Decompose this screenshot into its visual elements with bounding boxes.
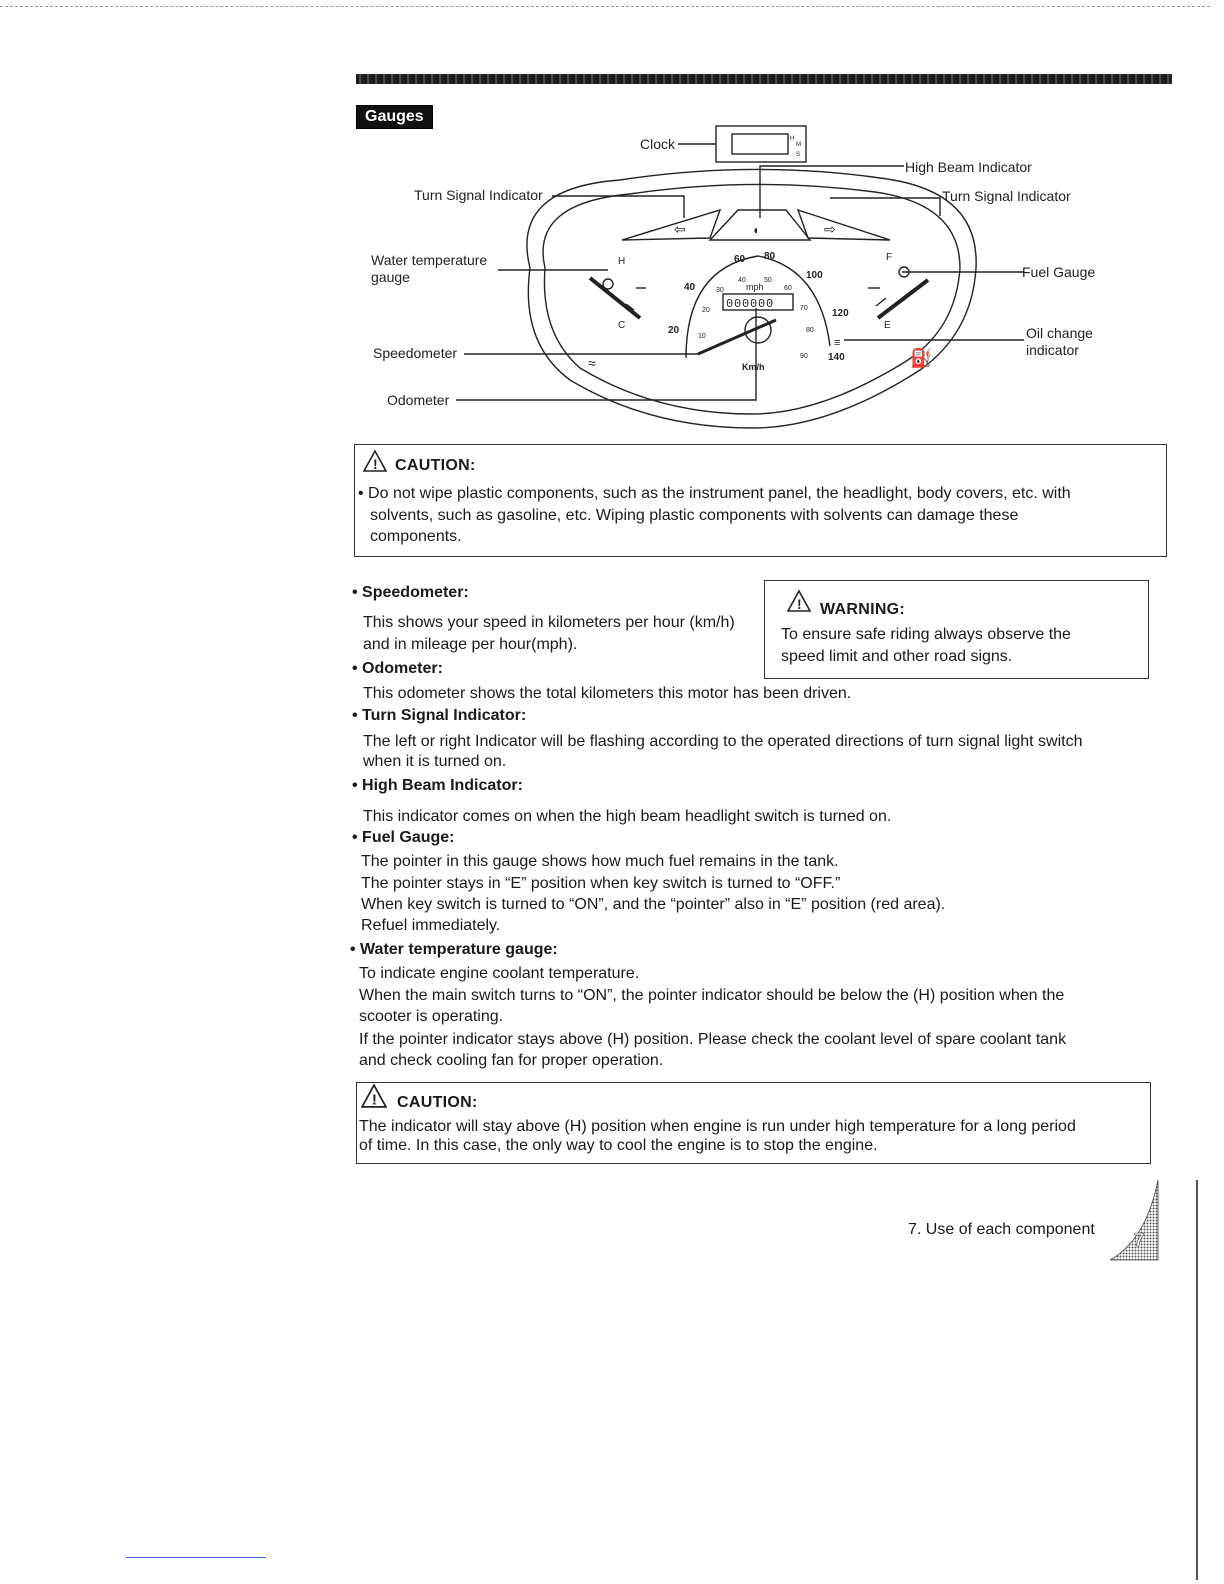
svg-text:!: ! <box>371 1091 377 1109</box>
caution-text-line: of time. In this case, the only way to cool the engine is to stop the engine. <box>359 1137 878 1154</box>
callout-water-line1: Water temperature <box>371 252 488 268</box>
caution-text-line: solvents, such as gasoline, etc. Wiping plastic components with solvents can damage these <box>370 507 1019 524</box>
odometer-text: This odometer shows the total kilometers this motor has been driven. <box>363 685 852 702</box>
page-corner-tab <box>1110 1180 1162 1264</box>
fuel-pump-icon: ⛽ <box>910 348 933 368</box>
turn-right-pod <box>798 210 890 240</box>
mph-tick-label: 60 <box>784 285 792 292</box>
kmh-tick-label: 140 <box>828 352 845 363</box>
callout-fuel: Fuel Gauge <box>1022 264 1096 280</box>
speedometer-text: and in mileage per hour(mph). <box>363 636 578 653</box>
mph-tick-label: 90 <box>800 353 808 360</box>
callout-water-line2: gauge <box>371 269 410 285</box>
kmh-tick-label: 100 <box>806 270 823 281</box>
section-label: Gauges <box>356 105 433 129</box>
caution-box <box>354 444 1167 557</box>
callout-speedometer: Speedometer <box>373 345 458 361</box>
kmh-unit-label: Km/h <box>742 362 765 372</box>
high-beam-heading: • High Beam Indicator: <box>352 777 523 794</box>
speedo-needle <box>698 320 776 354</box>
speedometer-text: This shows your speed in kilometers per hour (km/h) <box>363 614 735 631</box>
mph-tick-label: 10 <box>698 333 706 340</box>
water-temp-text: If the pointer indicator stays above (H) position. Please check the coolant level of spare coolant tank <box>359 1031 1067 1048</box>
caution-text-line: • Do not wipe plastic components, such as the instrument panel, the headlight, body covers, etc. with <box>358 485 1071 502</box>
leader-turn-left <box>552 196 684 218</box>
caution-title: CAUTION: <box>397 1094 478 1111</box>
odometer-heading: • Odometer: <box>352 660 443 677</box>
clock-mark: S <box>796 152 801 158</box>
mph-tick-label: 20 <box>702 307 710 314</box>
warning-title: WARNING: <box>820 601 906 618</box>
mph-tick-label: 40 <box>738 277 746 284</box>
mph-unit-label: mph <box>746 282 764 292</box>
water-temp-text: and check cooling fan for proper operation. <box>359 1052 664 1069</box>
callout-clock: Clock <box>640 136 676 152</box>
fuel-gauge-text: When key switch is turned to “ON”, and the “pointer” also in “E” position (red area). <box>361 896 946 913</box>
turn-signal-heading: • Turn Signal Indicator: <box>352 707 527 724</box>
fuel-gauge-tick <box>876 298 886 306</box>
clock-housing <box>716 126 806 162</box>
svg-text:!: ! <box>797 596 802 612</box>
turn-signal-text: The left or right Indicator will be flashing according to the operated directions of turn signal light switch <box>363 733 1083 750</box>
scan-right-edge <box>1196 1180 1198 1580</box>
kmh-tick-label: 120 <box>832 308 849 319</box>
callout-turn-left: Turn Signal Indicator <box>414 187 543 203</box>
clock-mark: M <box>796 142 801 148</box>
bottom-rule <box>126 1557 266 1558</box>
page-number-badge: 7 <box>1134 1230 1145 1250</box>
callout-oil-line2: indicator <box>1026 342 1079 358</box>
mph-tick-label: 30 <box>716 287 724 294</box>
fuel-empty-mark: E <box>884 320 891 331</box>
water-temp-text: When the main switch turns to “ON”, the pointer indicator should be below the (H) position when the <box>359 987 1065 1004</box>
callout-turn-right: Turn Signal Indicator <box>942 188 1071 204</box>
clock-mark: H <box>790 136 795 142</box>
turn-signal-text: when it is turned on. <box>363 753 507 770</box>
oil-can-icon: ≡ <box>834 337 841 349</box>
callout-oil-line1: Oil change <box>1026 325 1093 341</box>
svg-text:!: ! <box>373 456 378 472</box>
fuel-gauge-text: The pointer in this gauge shows how much fuel remains in the tank. <box>361 853 839 870</box>
fuel-gauge-text: The pointer stays in “E” position when key switch is turned to “OFF.” <box>361 875 841 892</box>
speedometer-heading: • Speedometer: <box>352 584 469 601</box>
turn-right-arrow-icon: ⇨ <box>824 221 836 237</box>
water-temp-text: To indicate engine coolant temperature. <box>359 965 640 982</box>
warning-triangle-icon <box>361 1083 387 1109</box>
temp-hot-mark: H <box>618 256 626 267</box>
water-gauge-needle <box>590 278 640 318</box>
callout-odometer: Odometer <box>387 392 450 408</box>
header-bar <box>356 74 1172 84</box>
kmh-tick-label: 40 <box>684 282 696 293</box>
caution-text-line: The indicator will stay above (H) position when engine is run under high temperature for a long period <box>359 1118 1076 1135</box>
mph-tick-label: 80 <box>806 327 814 334</box>
fuel-gauge-heading: • Fuel Gauge: <box>352 829 455 846</box>
footer-chapter-label: 7. Use of each component <box>908 1221 1095 1238</box>
mph-tick-label: 70 <box>800 305 808 312</box>
clock-display <box>732 134 788 154</box>
instrument-panel-diagram <box>360 118 1120 444</box>
high-beam-icon: ◖ <box>752 223 760 237</box>
warning-box <box>764 580 1149 679</box>
warning-triangle-icon <box>363 449 387 473</box>
warning-text-line: To ensure safe riding always observe the <box>781 626 1071 643</box>
water-temp-text: scooter is operating. <box>359 1008 504 1025</box>
fuel-full-mark: F <box>886 252 893 263</box>
temp-cold-mark: C <box>618 320 626 331</box>
odometer-digits: 000000 <box>726 297 775 311</box>
coolant-icon: ≈ <box>588 355 596 371</box>
water-temp-heading: • Water temperature gauge: <box>350 941 558 958</box>
kmh-tick-label: 80 <box>764 251 776 262</box>
scan-top-line <box>0 6 1210 7</box>
caution-text-line: components. <box>370 528 462 545</box>
callout-high-beam: High Beam Indicator <box>905 159 1032 175</box>
caution-box <box>356 1082 1151 1164</box>
fuel-gauge-text: Refuel immediately. <box>361 917 501 934</box>
turn-left-pod <box>622 210 720 240</box>
warning-triangle-icon <box>787 589 811 613</box>
warning-text-line: speed limit and other road signs. <box>781 648 1013 665</box>
speedo-pivot <box>745 317 771 343</box>
turn-left-arrow-icon: ⇦ <box>674 221 686 237</box>
kmh-tick-label: 20 <box>668 325 680 336</box>
caution-title: CAUTION: <box>395 457 476 474</box>
kmh-tick-label: 60 <box>734 254 746 265</box>
mph-tick-label: 50 <box>764 277 772 284</box>
high-beam-text: This indicator comes on when the high beam headlight switch is turned on. <box>363 808 892 825</box>
